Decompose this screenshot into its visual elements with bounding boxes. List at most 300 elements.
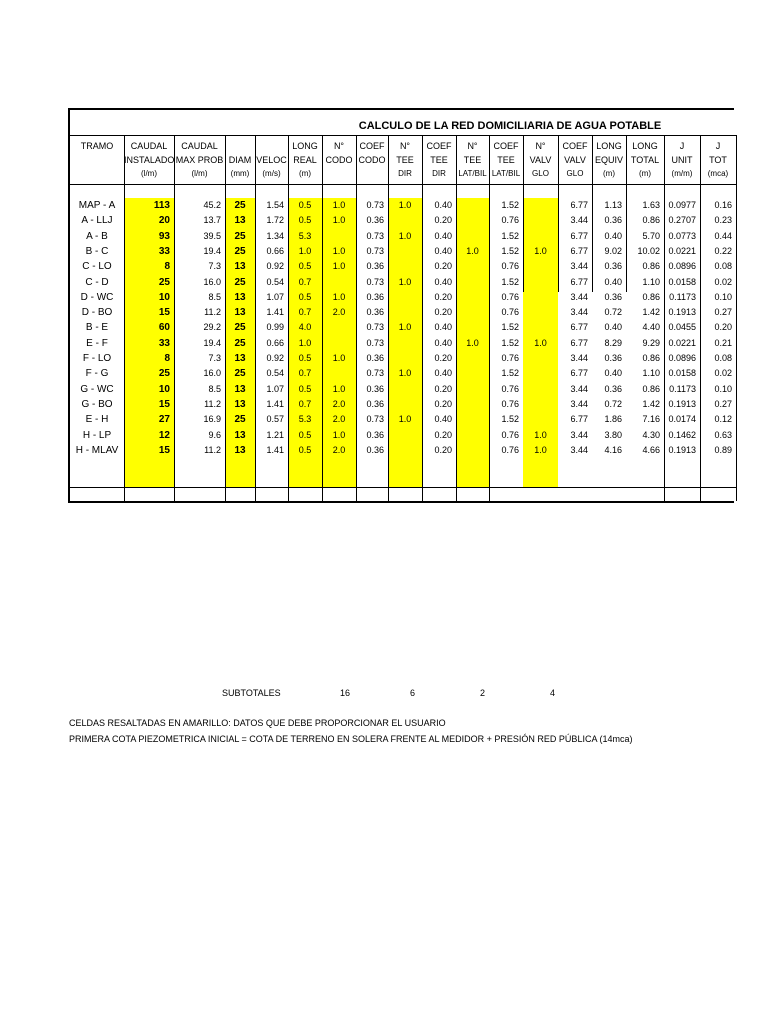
- header-j_tot-unit: (mca): [707, 169, 729, 178]
- cell-long_total: 0.86: [642, 291, 660, 302]
- cell-diam: 13: [234, 307, 246, 319]
- cell-long_equiv: 0.40: [604, 368, 622, 379]
- cell-coef_codo: 0.36: [366, 215, 384, 226]
- cell-j_unit: 0.0221: [668, 337, 696, 348]
- cell-n_valv: [523, 412, 558, 427]
- cell-caudal_inst: 113: [153, 200, 170, 211]
- cell-diam: 25: [234, 245, 246, 257]
- cell-j_unit: 0.1462: [668, 429, 696, 440]
- note-highlight: CELDAS RESALTADAS EN AMARILLO: DATOS QUE DEBE PROPORCIONAR EL USUARIO: [69, 718, 446, 728]
- cell-long_equiv: 4.16: [604, 444, 622, 455]
- cell-tramo: G - BO: [81, 398, 113, 410]
- cell-j_unit: 0.0158: [668, 276, 696, 287]
- cell-coef_valv: 3.44: [570, 429, 588, 440]
- cell-long_equiv: 0.40: [604, 276, 622, 287]
- header-coef_tee_lat-line2: TEE: [497, 155, 515, 165]
- subtotal-n-tee-dir: 6: [410, 688, 416, 698]
- cell-diam: 13: [234, 429, 246, 441]
- cell-coef_valv: 6.77: [570, 200, 588, 210]
- cell-n_codo: 2.0: [332, 414, 346, 425]
- cell-coef_valv: 3.44: [570, 215, 588, 226]
- cell-j_unit: 0.1173: [669, 291, 696, 302]
- header-n_codo-line2: CODO: [325, 155, 353, 165]
- cell-long_equiv: 1.13: [604, 200, 622, 210]
- cell-caudal_inst: 15: [158, 444, 170, 456]
- cell-veloc: 0.92: [266, 353, 284, 363]
- cell-long_total: 4.40: [642, 322, 660, 333]
- cell-n_tee_lat: [456, 229, 489, 244]
- cell-n_valv: [523, 397, 558, 412]
- cell-n_tee_lat: [456, 305, 489, 320]
- cell-caudal_max: 11.2: [204, 444, 221, 455]
- header-caudal_max-line1: CAUDAL: [181, 141, 218, 151]
- header-long_real-line2: REAL: [293, 155, 317, 165]
- cell-j_unit: 0.0221: [668, 245, 696, 256]
- cell-tramo: B - E: [85, 322, 109, 334]
- cell-long_real: 1.0: [298, 337, 312, 348]
- cell-coef_codo: 0.73: [366, 414, 384, 425]
- grid-vline-18: [736, 135, 737, 501]
- cell-n_valv: [523, 366, 558, 381]
- cell-j_unit: 0.0977: [668, 200, 696, 210]
- header-diam-line2: DIAM: [228, 155, 252, 165]
- cell-tramo: A - B: [86, 230, 108, 242]
- cell-n_tee_lat: [456, 397, 489, 412]
- cell-coef_tee_lat: 0.76: [501, 215, 519, 226]
- cell-diam: 13: [234, 444, 246, 456]
- cell-long_equiv: 0.40: [604, 230, 622, 241]
- cell-coef_tee_dir: 0.20: [434, 291, 452, 302]
- cell-j_tot: 0.63: [714, 429, 732, 440]
- cell-caudal_max: 16.0: [203, 368, 221, 379]
- cell-long_equiv: 0.36: [604, 383, 622, 394]
- cell-coef_codo: 0.36: [366, 307, 384, 318]
- cell-coef_valv: 3.44: [570, 398, 588, 409]
- cell-long_real: 1.0: [298, 245, 312, 256]
- cell-coef_tee_lat: 1.52: [501, 230, 519, 241]
- cell-coef_tee_dir: 0.20: [434, 444, 452, 455]
- cell-n_valv: [523, 213, 558, 228]
- header-long_real-line1: LONG: [292, 141, 318, 151]
- cell-caudal_inst: 25: [158, 276, 170, 288]
- cell-n_tee_dir: [388, 336, 422, 351]
- cell-long_equiv: 8.29: [604, 337, 622, 348]
- cell-long_real: 4.0: [298, 322, 312, 333]
- header-coef_tee_dir-line2: TEE: [430, 155, 448, 165]
- cell-long_equiv: 0.36: [604, 215, 622, 226]
- cell-j_tot: 0.23: [714, 215, 732, 226]
- cell-coef_codo: 0.36: [366, 444, 384, 455]
- header-coef_tee_dir-line1: COEF: [426, 141, 452, 151]
- cell-coef_tee_dir: 0.20: [434, 307, 452, 318]
- cell-j_unit: 0.2707: [668, 215, 696, 226]
- cell-coef_tee_dir: 0.40: [434, 414, 452, 425]
- cell-veloc: 0.66: [266, 337, 284, 348]
- cell-n_tee_lat: [456, 351, 489, 366]
- cell-n_valv: [523, 259, 558, 274]
- cell-n_tee_lat: 1.0: [466, 245, 479, 256]
- header-long_equiv-line1: LONG: [596, 141, 622, 151]
- cell-n_codo: 1.0: [332, 245, 346, 256]
- cell-n_tee_dir: [388, 213, 422, 228]
- cell-long_real: 0.7: [298, 276, 312, 287]
- header-caudal_max-line2: MAX PROB: [175, 155, 224, 165]
- cell-diam: 13: [234, 291, 246, 303]
- cell-caudal_inst: 33: [158, 245, 170, 257]
- cell-veloc: 1.07: [266, 291, 284, 302]
- cell-j_unit: 0.0896: [668, 261, 696, 272]
- cell-long_real: 0.7: [298, 368, 312, 379]
- cell-veloc: 0.57: [266, 414, 284, 425]
- header-n_codo-line1: N°: [333, 141, 345, 151]
- header-n_tee_lat-unit: LAT/BIL: [458, 169, 487, 178]
- cell-caudal_inst: 60: [158, 322, 170, 334]
- cell-coef_tee_lat: 0.76: [501, 444, 519, 455]
- cell-n_valv: [523, 198, 558, 213]
- cell-coef_tee_lat: 1.52: [501, 322, 519, 333]
- subtotal-n-tee-lat: 2: [480, 688, 486, 698]
- header-coef_valv-line2: VALV: [564, 155, 586, 165]
- header-n_valv-line2: VALV: [529, 155, 552, 165]
- header-long_real-unit: (m): [299, 169, 311, 178]
- cell-tramo: D - WC: [80, 291, 114, 303]
- cell-j_tot: 0.22: [714, 245, 732, 256]
- cell-j_unit: 0.1913: [668, 444, 696, 455]
- cell-coef_codo: 0.36: [366, 398, 384, 409]
- cell-n_tee_lat: [456, 382, 489, 397]
- cell-n_tee_dir: [388, 397, 422, 412]
- cell-tramo: B - C: [85, 245, 109, 257]
- cell-caudal_inst: 10: [158, 383, 170, 395]
- cell-veloc: 1.72: [266, 215, 284, 226]
- cell-n_tee_dir: 1.0: [398, 230, 412, 241]
- header-j_tot-line2: TOT: [709, 155, 727, 165]
- cell-long_real: 5.3: [298, 414, 312, 425]
- cell-j_tot: 0.89: [714, 444, 732, 455]
- cell-j_unit: 0.0773: [668, 230, 696, 241]
- cell-coef_codo: 0.73: [366, 337, 384, 348]
- cell-long_total: 4.66: [642, 444, 660, 455]
- header-long_total-unit: (m): [639, 169, 651, 178]
- cell-n_tee_lat: [456, 275, 489, 290]
- cell-long_real: 0.5: [298, 353, 312, 363]
- header-coef_tee_dir-unit: DIR: [432, 169, 446, 178]
- cell-caudal_max: 9.6: [208, 429, 221, 440]
- header-n_tee_dir-line2: TEE: [396, 155, 414, 165]
- header-veloc-line2: VELOC: [256, 155, 287, 165]
- cell-long_total: 1.10: [642, 276, 660, 287]
- header-j_unit-unit: (m/m): [671, 169, 693, 178]
- cell-n_tee_lat: [456, 198, 489, 213]
- cell-n_tee_dir: [388, 351, 422, 366]
- cell-coef_valv: 6.77: [570, 368, 588, 379]
- header-coef_codo-line2: CODO: [358, 155, 386, 165]
- cell-caudal_inst: 25: [158, 368, 170, 380]
- cell-coef_codo: 0.73: [366, 368, 384, 379]
- cell-long_real: 0.5: [298, 261, 312, 272]
- header-long_total-line1: LONG: [632, 141, 658, 151]
- cell-diam: 25: [234, 414, 246, 426]
- cell-coef_tee_dir: 0.20: [434, 215, 452, 226]
- cell-long_total: 4.30: [642, 429, 660, 440]
- calculation-table: [68, 108, 734, 503]
- cell-n_codo: [322, 366, 356, 381]
- cell-coef_valv: 3.44: [570, 261, 588, 272]
- cell-j_tot: 0.20: [714, 322, 732, 333]
- cell-coef_tee_lat: 1.52: [501, 337, 519, 348]
- grid-hline-2: [70, 487, 736, 488]
- cell-long_total: 1.42: [642, 307, 660, 318]
- header-caudal_inst-line2: INSTALADO: [124, 155, 174, 165]
- subtotal-n-valv: 4: [550, 688, 556, 698]
- cell-coef_valv: 3.44: [570, 291, 588, 302]
- cell-coef_tee_lat: 1.52: [501, 276, 519, 287]
- header-veloc-unit: (m/s): [262, 169, 281, 178]
- cell-n_codo: 2.0: [332, 307, 346, 318]
- cell-j_unit: 0.1173: [669, 383, 696, 394]
- cell-long_equiv: 1.86: [604, 414, 622, 425]
- cell-n_tee_lat: [456, 320, 489, 335]
- cell-n_valv: [523, 290, 558, 305]
- cell-j_tot: 0.21: [714, 337, 732, 348]
- cell-coef_codo: 0.36: [366, 429, 384, 440]
- cell-tramo: A - LLJ: [81, 215, 113, 227]
- cell-n_tee_lat: 1.0: [466, 337, 479, 348]
- cell-j_unit: 0.1913: [668, 307, 696, 318]
- cell-long_total: 1.10: [642, 368, 660, 379]
- header-coef_valv-line1: COEF: [562, 141, 588, 151]
- cell-n_valv: 1.0: [534, 245, 547, 256]
- cell-caudal_inst: 20: [158, 215, 170, 227]
- header-coef_tee_lat-line1: COEF: [493, 141, 519, 151]
- cell-j_tot: 0.27: [714, 398, 732, 409]
- cell-coef_tee_dir: 0.20: [434, 383, 452, 394]
- cell-long_real: 0.5: [298, 215, 312, 226]
- cell-coef_tee_dir: 0.40: [434, 276, 452, 287]
- grid-hline-1: [70, 184, 736, 185]
- cell-diam: 25: [234, 322, 246, 334]
- cell-long_total: 1.42: [642, 398, 660, 409]
- cell-coef_valv: 6.77: [570, 276, 588, 287]
- cell-n_tee_dir: [388, 290, 422, 305]
- cell-diam: 13: [234, 398, 246, 410]
- cell-long_total: 0.86: [642, 261, 660, 272]
- cell-long_equiv: 0.36: [604, 261, 622, 272]
- header-diam-unit: (mm): [230, 169, 250, 178]
- header-j_tot-line1: J: [715, 141, 721, 151]
- cell-j_tot: 0.08: [714, 261, 732, 272]
- cell-caudal_max: 45.2: [203, 200, 221, 210]
- cell-long_total: 1.63: [642, 200, 660, 210]
- cell-long_total: 7.16: [642, 414, 660, 425]
- cell-caudal_max: 19.4: [203, 245, 221, 256]
- cell-coef_tee_dir: 0.20: [434, 429, 452, 440]
- cell-tramo: H - LP: [82, 429, 112, 441]
- header-coef_valv-unit: GLO: [566, 169, 584, 178]
- cell-n_codo: 1.0: [332, 429, 346, 440]
- cell-caudal_max: 11.2: [204, 307, 221, 318]
- cell-coef_valv: 6.77: [570, 337, 588, 348]
- note-cota: PRIMERA COTA PIEZOMETRICA INICIAL = COTA DE TERRENO EN SOLERA FRENTE AL MEDIDOR + PRESIÓN RED PÚBLICA (14mca): [69, 734, 633, 744]
- cell-caudal_max: 16.0: [203, 276, 221, 287]
- cell-long_total: 9.29: [642, 337, 660, 348]
- cell-coef_codo: 0.73: [366, 322, 384, 333]
- cell-long_total: 0.86: [642, 215, 660, 226]
- cell-coef_tee_dir: 0.40: [434, 230, 452, 241]
- cell-coef_tee_lat: 0.76: [501, 429, 519, 440]
- cell-coef_tee_dir: 0.40: [434, 322, 452, 333]
- cell-coef_valv: 3.44: [570, 444, 588, 455]
- cell-long_equiv: 0.72: [604, 398, 622, 409]
- cell-coef_codo: 0.36: [366, 291, 384, 302]
- cell-n_valv: 1.0: [534, 444, 547, 455]
- cell-tramo: D - BO: [81, 307, 113, 319]
- cell-j_unit: 0.0174: [668, 414, 696, 425]
- cell-coef_valv: 3.44: [570, 307, 588, 318]
- header-long_equiv-unit: (m): [603, 169, 615, 178]
- cell-n_codo: 1.0: [332, 200, 346, 210]
- cell-veloc: 1.41: [266, 398, 284, 409]
- cell-coef_tee_dir: 0.20: [434, 353, 452, 363]
- cell-diam: 25: [234, 337, 246, 349]
- cell-tramo: E - F: [86, 337, 108, 349]
- cell-diam: 25: [234, 230, 246, 242]
- cell-veloc: 1.21: [266, 429, 284, 440]
- header-n_valv-line1: N°: [535, 141, 546, 151]
- cell-n_tee_lat: [456, 428, 489, 443]
- cell-long_real: 0.5: [298, 291, 312, 302]
- cell-long_real: 0.7: [298, 398, 312, 409]
- cell-n_codo: 1.0: [332, 291, 346, 302]
- grid-hline-0: [70, 135, 736, 136]
- cell-n_tee_dir: [388, 244, 422, 259]
- header-n_tee_dir-line1: N°: [399, 141, 411, 151]
- cell-n_codo: 1.0: [332, 261, 346, 272]
- subtotal-n-codo: 16: [340, 688, 351, 698]
- cell-caudal_max: 13.7: [203, 215, 221, 226]
- cell-diam: 25: [234, 276, 246, 288]
- cell-n_codo: 1.0: [332, 383, 346, 394]
- cell-j_tot: 0.44: [714, 230, 732, 241]
- cell-n_tee_dir: 1.0: [398, 276, 412, 287]
- cell-coef_valv: 6.77: [570, 245, 588, 256]
- cell-caudal_max: 16.9: [203, 414, 221, 425]
- cell-coef_tee_lat: 0.76: [501, 307, 519, 318]
- cell-coef_tee_lat: 1.52: [501, 414, 519, 425]
- cell-coef_tee_dir: 0.20: [434, 261, 452, 272]
- cell-coef_tee_lat: 1.52: [501, 368, 519, 379]
- cell-long_equiv: 3.80: [604, 429, 622, 440]
- cell-j_tot: 0.02: [714, 276, 732, 287]
- cell-n_valv: [523, 305, 558, 320]
- cell-n_tee_lat: [456, 259, 489, 274]
- cell-n_tee_dir: 1.0: [398, 200, 412, 210]
- cell-diam: 13: [234, 383, 246, 395]
- cell-n_valv: 1.0: [534, 429, 547, 440]
- cell-coef_codo: 0.73: [366, 276, 384, 287]
- header-caudal_inst-unit: (l/m): [141, 169, 157, 178]
- cell-coef_tee_lat: 0.76: [501, 383, 519, 394]
- cell-long_equiv: 9.02: [604, 245, 622, 256]
- cell-n_tee_dir: 1.0: [398, 414, 412, 425]
- cell-caudal_max: 7.3: [208, 261, 221, 272]
- header-j_unit-line2: UNIT: [671, 155, 693, 165]
- cell-n_tee_dir: [388, 305, 422, 320]
- cell-caudal_max: 39.5: [203, 230, 221, 241]
- cell-tramo: MAP - A: [78, 200, 116, 211]
- cell-j_tot: 0.02: [714, 368, 732, 379]
- cell-coef_tee_lat: 0.76: [501, 398, 519, 409]
- cell-n_valv: [523, 351, 558, 366]
- cell-coef_tee_lat: 0.76: [501, 291, 519, 302]
- cell-caudal_max: 8.5: [208, 291, 221, 302]
- cell-j_unit: 0.0455: [668, 322, 696, 333]
- header-coef_tee_lat-unit: LAT/BIL: [491, 169, 521, 178]
- cell-long_equiv: 0.72: [604, 307, 622, 318]
- cell-n_valv: 1.0: [534, 337, 547, 348]
- cell-caudal_inst: 12: [158, 429, 170, 441]
- cell-coef_tee_lat: 1.52: [501, 245, 519, 256]
- cell-veloc: 1.41: [266, 444, 284, 455]
- cell-caudal_max: 7.3: [208, 353, 221, 363]
- cell-coef_codo: 0.73: [366, 230, 384, 241]
- cell-n_codo: 1.0: [332, 215, 346, 226]
- cell-diam: 25: [234, 200, 246, 211]
- cell-caudal_inst: 15: [158, 398, 170, 410]
- cell-caudal_inst: 93: [158, 230, 170, 242]
- cell-caudal_max: 19.4: [203, 337, 221, 348]
- cell-long_real: 0.7: [298, 307, 312, 318]
- cell-coef_codo: 0.36: [366, 353, 384, 363]
- cell-n_tee_lat: [456, 290, 489, 305]
- cell-n_tee_lat: [456, 412, 489, 427]
- cell-j_tot: 0.27: [714, 307, 732, 318]
- cell-long_total: 0.86: [642, 353, 660, 363]
- cell-n_codo: [322, 336, 356, 351]
- cell-n_tee_lat: [456, 366, 489, 381]
- cell-diam: 13: [234, 353, 246, 364]
- cell-coef_tee_dir: 0.40: [434, 200, 452, 210]
- cell-n_valv: [523, 229, 558, 244]
- cell-veloc: 0.54: [266, 368, 284, 379]
- cell-j_tot: 0.08: [714, 353, 732, 363]
- cell-coef_tee_dir: 0.40: [434, 337, 452, 348]
- header-long_equiv-line2: EQUIV: [594, 155, 623, 165]
- cell-coef_codo: 0.36: [366, 383, 384, 394]
- subtotals-label: SUBTOTALES: [222, 688, 281, 698]
- cell-caudal_max: 11.2: [204, 398, 221, 409]
- cell-j_unit: 0.0158: [668, 368, 696, 379]
- cell-caudal_max: 29.2: [203, 322, 221, 333]
- cell-caudal_inst: 8: [164, 261, 170, 273]
- cell-coef_valv: 6.77: [570, 414, 588, 425]
- cell-coef_valv: 6.77: [570, 230, 588, 241]
- cell-coef_tee_dir: 0.40: [434, 368, 452, 379]
- cell-n_codo: [322, 320, 356, 335]
- cell-long_equiv: 0.36: [604, 353, 622, 363]
- cell-coef_tee_dir: 0.20: [434, 398, 452, 409]
- table-title: CALCULO DE LA RED DOMICILIARIA DE AGUA POTABLE: [358, 120, 662, 132]
- cell-tramo: C - D: [85, 276, 109, 288]
- cell-coef_valv: 6.77: [570, 322, 588, 333]
- cell-veloc: 0.54: [266, 276, 284, 287]
- cell-n_tee_dir: [388, 443, 422, 458]
- cell-veloc: 1.07: [266, 383, 284, 394]
- cell-tramo: F - G: [85, 368, 109, 380]
- cell-tramo: E - H: [85, 414, 109, 426]
- cell-long_real: 0.5: [298, 444, 312, 455]
- cell-caudal_inst: 8: [164, 353, 170, 364]
